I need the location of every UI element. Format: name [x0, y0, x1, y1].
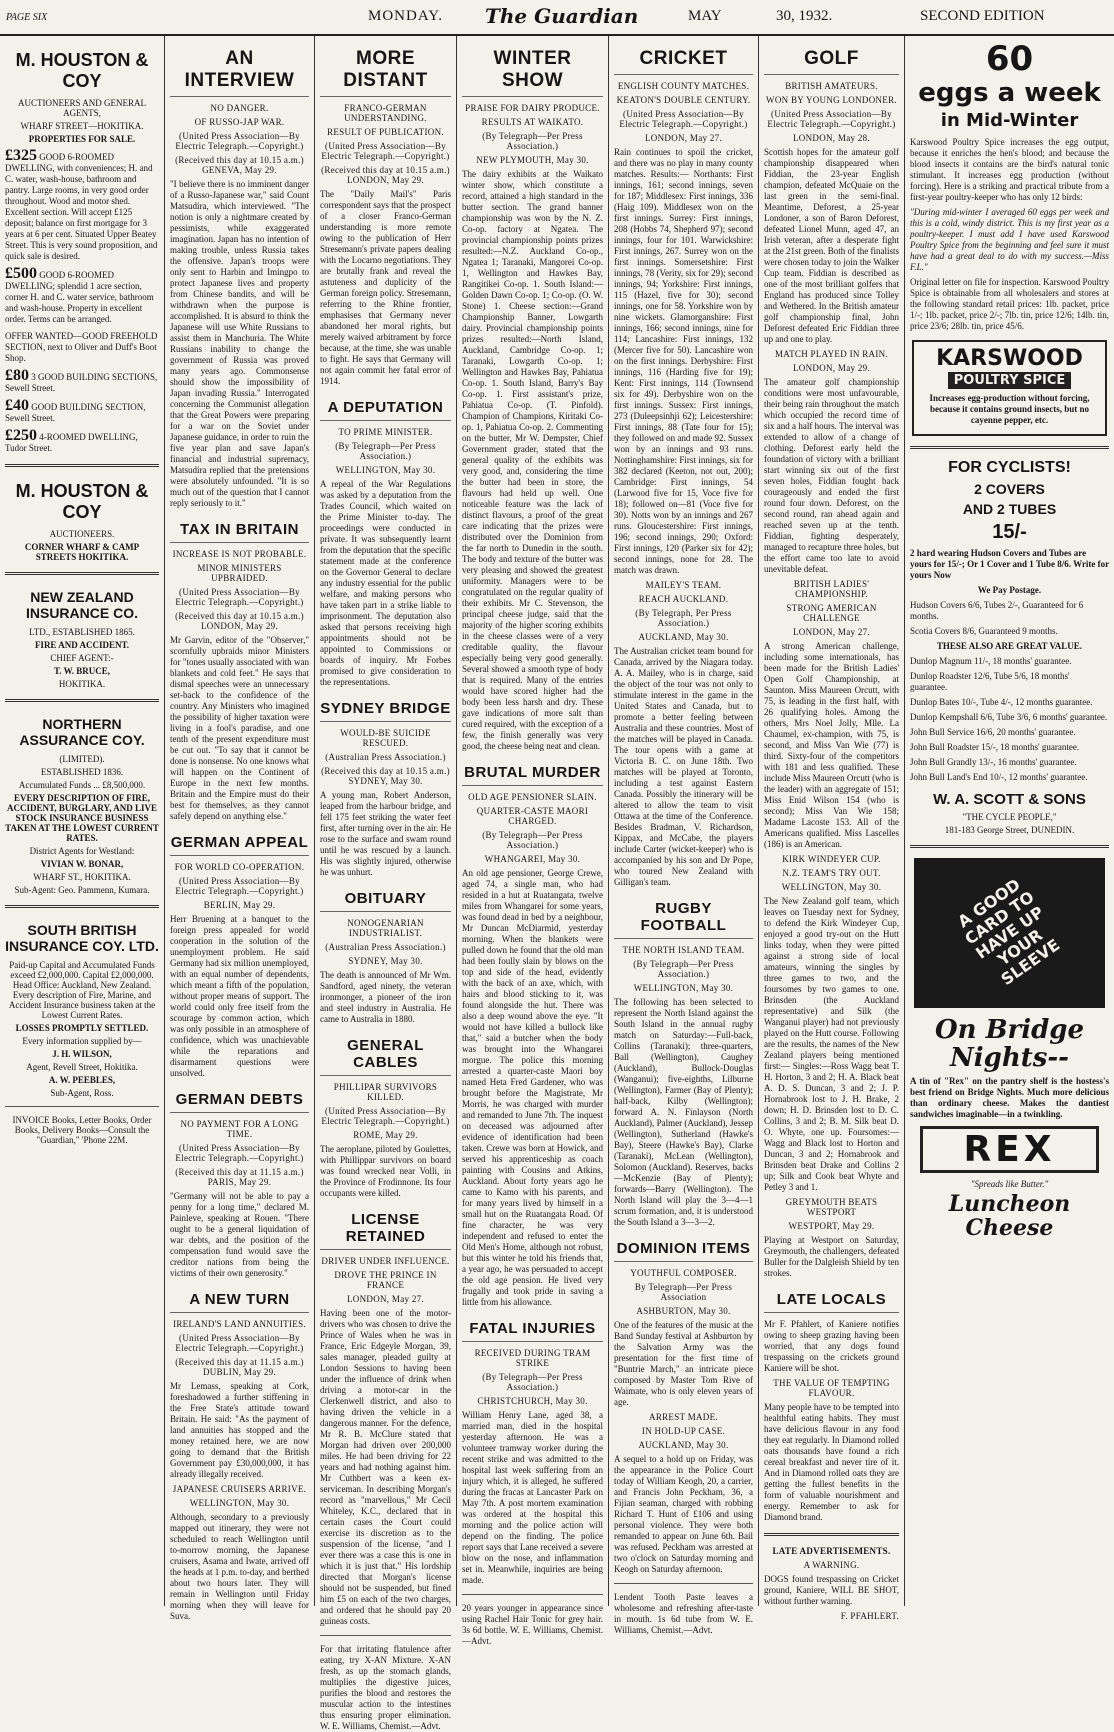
article-body: The dairy exhibits at the Waikato winter show, which constitute a record, attained a high standard in the butter section. The grand banner championship was won by the N. Z. Co-op. factory at Ngatea. The provincial championship points prizes resulted:—N.Z. Auckland Co-op., Ngatea 1; Taranaki, Mangorei Co-op. 1, Wellington and Hawkes Bay, Rangitikei Co-op. 1. South Island:—Golden Dawn Co-op. 1; Co-op. (O. W. Stone) 1. Cheese section:—Grand Championship Banner, Lowgarth dairy. Provincial championship points prizes resulted:—North Island, Auckland, Cambridge Co-op. 1; Taranaki, Lowgarth Co-op. 1; Wellington and Hawkes Bay, Pahiatua Co-op. 1. South Island, Barry's Bay Co-op. 1. First assistant's prize, Pahiatua Co-op. (T. Pinfold). Champion of Champions, Kiritaki Co-op. 1, Pahiatua Co-op. 2. Commenting on the butter, Mr W. Dempster, Chief Government grader, stated that the general quality of the exhibits was very good, and, considering the time the butter had been in store, the flavours had held up well. One noticeable feature was the lack of distinct flavours, a proof of the great care indicating that the prizes were distributed over the Dominion from the far north to Dunedin in the south. The body and texture of the butter was very pleasing and showed the greatest uniformity. Managers were to be congratulated on the regular quality of their exhibits. Mr C. Stevenson, the principal cheese judge, said that the majority of the higher scoring exhibits in the cheese classes were of a very creditable quality, the flavour especially being very good generally. Several showed a smooth type of body that is required. Many of the entries would have scored higher had the body been less harsh and dry. These gave indications of more salt than cured required, with the exception of a few, the finish generally was very good, the cheese being neat and clean. — [462, 169, 603, 751]
karswood-name: KARSWOOD — [936, 346, 1083, 371]
subheading: ENGLISH COUNTY MATCHES. — [617, 81, 750, 91]
dateline: LONDON, May 28. — [793, 133, 870, 143]
properties-heading: PROPERTIES FOR SALE. — [28, 134, 136, 144]
dateline: (Received this day at 10.15 a.m.) LONDON, May 29. — [175, 611, 304, 631]
divider — [5, 699, 159, 702]
subheading: RECEIVED DURING TRAM STRIKE — [474, 1348, 591, 1368]
article-body: The amateur golf championship conditions were most unfavourable, their being rain throughout the match which occupied the record time of six and a half hours. The interval was extended to allow of a change of clothing. Deforest early held the foundation of victory with a brilliant start winning six out of the first seven holes, Fiddian fought back courageously and ended the first round four down. Deforest, on the second round, ran ahead again and reached seven up at the tenth. Fiddian, fighting desperately, managed to recapture three holes, but the effort came too late to avoid unevitable defeat. — [764, 377, 899, 574]
credit-line: (By Telegraph—Per Press Association.) — [633, 959, 734, 979]
credit-line: (United Press Association—By Electric Telegraph.—Copyright.) — [767, 109, 896, 129]
subheading: THE VALUE OF TEMPTING FLAVOUR. — [773, 1378, 890, 1398]
cyclists-price: 15/- — [992, 521, 1027, 543]
property-5-text: GOOD BUILDING SECTION, Sewell Street. — [5, 402, 146, 423]
mid-winter: in Mid-Winter — [940, 110, 1079, 131]
warning-body: DOGS found trespassing on Cricket ground, Kaniere, WILL BE SHOT, without further warning. — [764, 1574, 899, 1606]
northern-vivian-place: WHARF ST., HOKITIKA. — [33, 872, 131, 882]
article-golf-heading: GOLF — [764, 48, 899, 75]
property-2-price: £500 — [5, 265, 37, 282]
advertisement-body: 20 years younger in appearance since using Rachel Hair Tonic for grey hair. 3s 6d bottle. W. E. Williams, Chemist.—Advt. — [462, 1603, 603, 1646]
subheading: PHILLIPAR SURVIVORS KILLED. — [333, 1082, 438, 1102]
article-body: William Henry Lane, aged 38, a married man, died in the hospital yesterday afternoon. He was a volunteer tramway worker during the recent strike and was admitted to the hospital last week suffering from an injury which, it is alleged, he suffered during the fracas at Lancaster Park on May 7th. A post mortem examination was ordered at the hospital this morning and the police action will depend on the finding. The police report says that Lane received a severe blow on the nose, and inflammation set in. Meanwhile, inquiries are being made. — [462, 1410, 603, 1585]
article-dominion-items-heading: DOMINION ITEMS — [614, 1240, 753, 1262]
price-hudson: Hudson Covers 6/6, Tubes 2/-, Guaranteed for 6 months. — [910, 600, 1084, 621]
divider — [5, 1106, 159, 1107]
south-british-wilson-place: Agent, Revell Street, Hokitika. — [26, 1062, 138, 1072]
dateline: WELLINGTON, May 30. — [335, 465, 436, 475]
divider — [764, 1533, 899, 1536]
article-body: Rain continues to spoil the cricket, and there was no play in many county matches. Results:— Northants: First innings, 161; second innings, seven for 187; Middlesex: First innings, 336 (Haig 109). Middlesex won on the first innings. Surrey: First innings, 208 (Hobbs 74, Shepherd 97); second innings, four for 101. Warwickshire: First innings, 267. Surrey won on the first innings. Somersetshire: First innings, 78 (Verity, six for 29); second innings, 94; Yorkshire: First innings, 115 (Hazel, five for 30); second innings, one for 58. Yorkshire won by nine wickets. Glamorganshire: First innings, 166; second innings, nine for 114; Lancashire: First innings, 132 (Mercer five for 50). Lancashire won on the first innings. Derbyshire: First innings, 116 (Harding five for 19); Kent: First innings, 114 (Townsend six for 49). Derbyshire won on the first innings. Sussex: First innings, 273 (Duleepsinhji 62); Leicestershire: First innings, 88 (Tate four for 15); they followed on and made 92. Sussex won by an innings and 93 runs. Nottinghamshire: First innings, six for 382 declared (Keeton, not out, 200); Cambridge: First innings, 54 (Larwood five for 15, Voce five for 18); followed on—81 (Voce five for 30). Notts won by an innings and 267 runs. Gloucestershire: First innings, 196; second innings, 290; Oxford: First innings, 120 (Parker six for 42); second innings, none for 28. The match was drawn. — [614, 147, 753, 575]
property-1 — [5, 147, 159, 262]
warning-heading: A WARNING. — [803, 1560, 860, 1570]
property-4-price: £80 — [5, 367, 29, 384]
masthead — [0, 0, 1114, 36]
rex-body: A tin of "Rex" on the pantry shelf is the hostess's best friend on Bridge Nights. Much more delicious than ordinary cheese. Makes the dantiest sandwiches imaginable—in a twinkling. — [910, 1076, 1109, 1119]
article-body: A strong American challenge, including some internationals, has been made for the British Ladies' Open Golf Championship, at Saunton. Miss Maureen Orcutt, with 75, is leading in the first half, with 26 qualifying holes. Among the others, Mrs Noel Jolly, Mlle. La Chaumel, ex-champion, with 75, is second, and Miss Van Wie (77) is third. Sixty-four of the competitors with 181 and less qualified. These include Miss Maureen Orcutt (who is the leader) with an aggregate of 151; Miss Enid Wilson 154 (who is second); Miss Van Wie 158; Madame Lacoste 153. All of the Americans qualified. Miss Lascelles (186) is an American. — [764, 641, 899, 849]
houston-auctioneers: AUCTIONEERS AND GENERAL AGENTS, — [18, 98, 146, 118]
subheading: NONOGENARIAN INDUSTRIALIST. — [347, 918, 424, 938]
article-body: Although, secondary to a previously mapped out itinerary, they were not scheduled to reach Wellington until to-morrow morning, the Japanese cruisers, Asama and Iwate, arrived off the heads at 1 p.m. to-day, and berthed about two hours later. They will remain in Wellington until Friday morning when they will leave for Suva. — [170, 1512, 309, 1621]
south-british-title: SOUTH BRITISH INSURANCE COY. LTD. — [5, 922, 159, 954]
subheading: FRANCO-GERMAN UNDERSTANDING. — [344, 103, 427, 123]
credit-line: (United Press Association—By Electric Telegraph.—Copyright.) — [175, 131, 304, 151]
column-6 — [759, 36, 905, 1621]
property-3: OFFER WANTED—GOOD FREEHOLD SECTION, next to Oliver and Duff's Boot Shop. — [5, 331, 158, 363]
subheading: ARREST MADE. — [649, 1412, 718, 1422]
article-body: The "Daily Mail's" Paris correspondent says that the prospect of a closer Franco-German understanding is more remote owing to the publication of Herr Stresemann's private papers dealing with the Locarno negotiations. They are brutally frank and reveal the astuteness and duplicity of the German foreign policy. Stresemann, referring to the Rhine frontier, emphasises that Germany never abandoned her moral rights, but merely waived arbitrament by force because, at the time, she was unable to fight. He says that Germany will not again commit her fatal error of 1914. — [320, 189, 451, 386]
dateline: BERLIN, May 29. — [203, 900, 276, 910]
credit-line: (Australian Press Association.) — [325, 942, 446, 952]
dateline: (Received this day at 10.15 a.m.) SYDNEY, May 30. — [321, 766, 450, 786]
article-body: The following has been selected to represent the North Island against the South Island in the annual rugby match on Saturday:—Full-back, Collins (Taranaki); three-quarters, Ball (Wellington), Caughey (Auckland), Bullock-Douglas (Wanganui); five-eighths, Lilburne (Wellington), Farmer (Bay of Plenty); half-back, Kilby (Wellington); forward A. N. Finlayson (North Auckland), Palmer (Auckland), Jessep (Wellington), Sutherland (Hawke's Bay), Steere (Hawke's Bay), Clarke (Taranaki), McLean (Wellington), Solomon (Auckland). Reserves, backs—McKenzie (Bay of Plenty); forwards—Barry (Wellington). The North Island will play the 3—4—1 scrum formation, and, it is understood the South Island a 3—3—2. — [614, 997, 753, 1227]
subheading: MATCH PLAYED IN RAIN. — [775, 349, 888, 359]
article-new-turn-heading: A NEW TURN — [170, 1291, 309, 1313]
houston2-corner: CORNER WHARF & CAMP STREETS HOKITIKA. — [24, 542, 140, 562]
dateline: AUCKLAND, May 30. — [638, 1440, 729, 1450]
subheading: DRIVER UNDER INFLUENCE. — [321, 1256, 450, 1266]
advertisement-body: Lendent Tooth Paste leaves a wholesome and refreshing after-taste in mouth. 1s 6d tube from W. E. Williams, Chemist.—Advt. — [614, 1592, 753, 1635]
column-7-adverts — [905, 36, 1114, 1606]
rex-spreads: "Spreads like Butter." — [970, 1179, 1049, 1189]
article-body: The aeroplane, piloted by Goulettes, with Phillippar survivors on board was found wrecked near Volli, in the Province of Frodinnone. Its four occupants were killed. — [320, 1144, 451, 1198]
nz-insurance-fire: FIRE AND ACCIDENT. — [34, 640, 130, 650]
subheading: REACH AUCKLAND. — [638, 594, 729, 604]
property-1-text: GOOD 6-ROOMED DWELLING, with conveniences; H. and C. water, wash-house, bathroom and pantry. Large rooms, in very good order throughout. Wood and motor shed. Excellent section. Will accept £125 deposit; balance on first mortgage for 3 years at 6 per cent. Situated Upper Beatey Street. This is very sound proposition, and quick sale is desired. — [5, 152, 158, 261]
south-british-wilson: J. H. WILSON, — [52, 1049, 112, 1059]
nz-insurance-bruce: T. W. BRUCE, — [53, 666, 111, 676]
karswood-testimonial: "During mid-winter I averaged 60 eggs per week and this is a cold, windy district. This is my first year as a poultry-keeper. I must add I have used Karswood Poultry Spice from the beginning and feel sure it must have had a great deal to do with my success.—Miss F.L." — [910, 207, 1109, 272]
subheading: PRAISE FOR DAIRY PRODUCE. — [465, 103, 600, 113]
subheading: MINOR MINISTERS UPBRAIDED. — [197, 563, 282, 583]
page-number: PAGE SIX — [6, 12, 48, 23]
karswood-logo — [912, 340, 1107, 436]
property-5-price: £40 — [5, 397, 29, 414]
article-body: A sequel to a hold up on Friday, was the appearance in the Police Court today of William Keogh, 20, a carrier, and Francis John Peckham, 36, a Fijian seaman, charged with robbing Richard T. Hunt of £106 and using personal violence. They were both remanded to appear on June 6th. Bail was refused. Peckham was arrested at two o'clock on Saturday morning and Keogh on Saturday afternoon. — [614, 1454, 753, 1574]
article-body: One of the features of the music at the Band Sunday festival at Ashburton by the Salvation Army was the presentation for the first time of "Buntrie March," an intricate piece composed by Master Tom Rive of Waimate, who is only eleven years of age. — [614, 1320, 753, 1407]
dateline: WHANGAREI, May 30. — [484, 854, 581, 864]
nz-insurance-chief: CHIEF AGENT:- — [50, 653, 114, 663]
price-dunlop-kempshall: Dunlop Kempshall 6/6, Tube 3/6, 6 months' guarantee. — [910, 712, 1108, 722]
northern-vivian: VIVIAN W. BONAR, — [40, 859, 124, 869]
scott-and-sons: W. A. SCOTT & SONS — [933, 791, 1086, 808]
subheading: TO PRIME MINISTER. — [338, 427, 433, 437]
scott-address: 181-183 George Street, DUNEDIN. — [944, 825, 1075, 835]
northern-ltd: (LIMITED). — [59, 754, 105, 764]
article-brutal-murder-heading: BRUTAL MURDER — [462, 764, 603, 786]
dateline: LONDON, May 27. — [347, 1294, 424, 1304]
article-body: "Germany will not be able to pay a penny for a long time," declared M. Painleve, speaking at Rouen. "There ought to be a general liquidation of war debts, and the position of the compensation fund would save the creditor nations from being the victims of their own generosity." — [170, 1191, 309, 1278]
houston2-title: M. HOUSTON & COY — [15, 481, 149, 522]
bridge-nights-title: On Bridge Nights-- — [934, 1015, 1085, 1073]
column-2 — [165, 36, 315, 1621]
late-advertisements-heading: LATE ADVERTISEMENTS. — [772, 1546, 891, 1556]
property-6 — [5, 427, 159, 454]
subheading: JAPANESE CRUISERS ARRIVE. — [172, 1484, 307, 1494]
karswood-tagline: Increases egg-production without forcing, because it contains ground insects, but no cayenne pepper, etc. — [929, 393, 1090, 425]
masthead-edition: SECOND EDITION — [920, 8, 1045, 24]
south-british-peebles: A. W. PEEBLES, — [48, 1075, 116, 1085]
karswood-promo — [910, 39, 1109, 131]
credit-line: (United Press Association—By Electric Telegraph.—Copyright.) — [321, 141, 450, 161]
divider — [5, 572, 159, 575]
houston-title: M. HOUSTON & COY — [15, 50, 149, 91]
article-body: Mr Lemass, speaking at Cork, foreshadowed a further stiffening in the Free State's attitude toward Britain. He said: "As the payment of land annuities has stopped and the money retained here, we are now going to demand that the British Government pay £30,000,000, it has already illegally received. — [170, 1381, 309, 1479]
subheading: THE NORTH ISLAND TEAM. — [622, 945, 745, 955]
article-an-interview-heading: AN INTERVIEW — [170, 48, 309, 97]
article-german-appeal-heading: GERMAN APPEAL — [170, 834, 309, 856]
great-value: THESE ALSO ARE GREAT VALUE. — [936, 641, 1083, 651]
houston2-sub: AUCTIONEERS. — [49, 529, 115, 539]
luncheon-title: Luncheon — [948, 1191, 1071, 1217]
dateline: WESTPORT, May 29. — [788, 1221, 875, 1231]
credit-line: (United Press Association—By Electric Telegraph.—Copyright.) — [175, 876, 304, 896]
credit-line: (United Press Association—By Electric Telegraph.—Copyright.) — [619, 109, 748, 129]
article-body: A young man, Robert Anderson, leaped from the harbour bridge, and fell 175 feet striking the water feet first, after turning over in the air. He rose to the surface and swam round until he was rescued by a launch. His was slightly injured, otherwise he was unhurt. — [320, 790, 451, 877]
article-body: The Australian cricket team bound for Canada, arrived by the Niagara today. A. A. Mailey, who is in charge, said the object of the tour was not only to stimulate interest in the game in the United States and Canada, but to promote a better feeling between Australia and these countries. Most of the matches will be played in Canada. The tour opens with a game at Victoria B. C. on June 18th. Two matches will be played at Toronto, including a test against Eastern Canada. Possibly the itinerary will be altered to allow the team to visit Ottawa at the time of the Conference. Besides Bradman, V. Richardson, Kippax, and McCabe, the players include Carter (wicket-keeper) who is accompanied by his son and Dr Pope, who toured New Zealand with Gilligan's team. — [614, 646, 753, 887]
divider — [462, 1594, 603, 1595]
column-1-adverts — [0, 36, 165, 1606]
article-cricket-heading: CRICKET — [614, 48, 753, 75]
article-license-heading: LICENSE RETAINED — [320, 1211, 451, 1250]
subheading: RESULT OF PUBLICATION. — [327, 127, 444, 137]
article-body: An old age pensioner, George Crewe, aged 74, a single man, who had resided in a hut at Ruatangata, twelve miles from Whangarei for some years, was found dead in bed by a neighbour, Mr Duncan McDiarmid, yesterday morning. When the blankets were pulled down he found that the old man had been foully slain by blows on the top and side of the head, evidently with the back of an axe, which, with hairs and blood sticking to it, was found alongside the hut. There was also a deep wound above the eye. "It would not have killed a bullock like that," said a butcher when the body was brought into the Whangarei morgue. The police this morning arrested a quarter-caste Maori boy named Heta Fred Gardener, who was brought before the Magistrate, Mr Morris, he was charged with murder and remanded to June 7th. The inquest on deceased was adjourned after evidence of identification had been taken. Crewe was born at Howick, and served his apprenticeship as coach painting with Cousins and Atkins, Auckland. About forty years ago he came to Kamo with his parents, and for many years lived by himself in a small hut on the Ruatangata Road. Of fine character, he was very independent and refused to enter the Old Men's Home, although not robust, but this winter he told his friends that, a year ago, he was persuaded to accept the old age pension. He lived very frugally and took pride in saving a little from his allowance. — [462, 868, 603, 1307]
article-body: Mr F. Pfahlert, of Kaniere notifies owing to sheep grazing having been worried, that any dogs found trespassing on the crickets ground Kaniere will be shot. — [764, 1319, 899, 1373]
divider — [5, 905, 159, 908]
property-2 — [5, 265, 159, 325]
credit-line: (United Press Association—By Electric Telegraph.—Copyright.) — [175, 1143, 304, 1163]
article-sydney-bridge-heading: SYDNEY BRIDGE — [320, 700, 451, 722]
divider — [910, 446, 1109, 449]
south-british-info: Every information supplied by— — [22, 1036, 142, 1046]
subheading: OLD AGE PENSIONER SLAIN. — [468, 792, 597, 802]
south-british-paid: Paid-up Capital and Accumulated Funds exceed £2,000,000. Capital £2,000,000. Head Office: Auckland, New Zealand. Every description of Fire, Marine, and Accident Insurance business taken at the Lowest Current Rates. — [8, 960, 156, 1020]
article-obituary-heading: OBITUARY — [320, 890, 451, 912]
property-4 — [5, 367, 159, 394]
credit-line: (By Telegraph—Per Press Association.) — [335, 441, 436, 461]
subheading: NO DANGER. — [210, 103, 269, 113]
article-late-locals-heading: LATE LOCALS — [764, 1291, 899, 1313]
northern-funds: Accumulated Funds ... £8,500,000. — [18, 780, 146, 790]
article-body: Herr Bruening at a banquet to the foreign press appealed for world cooperation in the solution of the unemployment problem. He said Germany had six million unemployed, with an equal number of dependents, which meant a fifth of the population, without proper means of support. The world could only free itself from the scourage by common action, which was only possible in an atmosphere of confidence, which was unachievable while the reparations and disarmament questions were unsolved. — [170, 914, 309, 1078]
article-fatal-injuries-heading: FATAL INJURIES — [462, 1320, 603, 1342]
subheading: INCREASE IS NOT PROBABLE. — [172, 549, 307, 559]
dateline: AUCKLAND, May 30. — [638, 632, 729, 642]
we-pay-postage: We Pay Postage. — [977, 585, 1042, 595]
nz-insurance-bruce-place: HOKITIKA. — [58, 679, 106, 689]
dateline: WELLINGTON, May 30. — [781, 882, 882, 892]
price-dunlop-bates: Dunlop Bates 10/-, Tube 4/-, 12 months guarantee. — [910, 697, 1093, 707]
subheading: BRITISH LADIES' CHAMPIONSHIP. — [793, 579, 870, 599]
article-winter-show-heading: WINTER SHOW — [462, 48, 603, 97]
subheading: WON BY YOUNG LONDONER. — [766, 95, 897, 105]
article-body: The death is announced of Mr Wm. Sandford, aged ninety, the veteran ironmonger, a pioneer of the iron and steel industry in Australia. He came to Australia in 1880. — [320, 970, 451, 1024]
masthead-title: The Guardian — [485, 4, 639, 28]
credit-line: (United Press Association—By Electric Telegraph.—Copyright.) — [321, 1106, 450, 1126]
northern-every: EVERY DESCRIPTION OF FIRE, ACCIDENT, BURGLARY, AND LIVE STOCK INSURANCE BUSINESS TAKEN AT THE LOWEST CURRENT RATES. — [5, 793, 159, 843]
property-6-price: £250 — [5, 427, 37, 444]
dateline: LONDON, May 29. — [793, 363, 870, 373]
dateline: LONDON, May 27. — [793, 627, 870, 637]
article-more-distant-heading: MORE DISTANT — [320, 48, 451, 97]
article-tax-heading: TAX IN BRITAIN — [170, 521, 309, 543]
rex-logo: REX — [920, 1126, 1099, 1173]
column-5 — [609, 36, 759, 1635]
playing-card-illustration — [914, 858, 1105, 1008]
dateline: WELLINGTON, May 30. — [633, 983, 734, 993]
dateline: (Received this day at 11.15 a.m.) DUBLIN, May 29. — [175, 1357, 304, 1377]
price-john-bull-roadster: John Bull Roadster 15/-, 18 months' guarantee. — [910, 742, 1080, 752]
nz-insurance-title: NEW ZEALAND INSURANCE CO. — [25, 589, 138, 621]
credit-line: (United Press Association—By Electric Telegraph.—Copyright.) — [175, 1333, 304, 1353]
article-general-cables-heading: GENERAL CABLES — [320, 1037, 451, 1076]
cheese-title: Cheese — [965, 1215, 1054, 1241]
credit-line: (United Press Association—By Electric Telegraph.—Copyright.) — [175, 587, 304, 607]
eggs-a-week: eggs a week — [918, 78, 1101, 108]
article-deputation-heading: A DEPUTATION — [320, 399, 451, 421]
cyclists-2covers: 2 COVERS — [974, 481, 1045, 497]
article-rugby-heading: RUGBY FOOTBALL — [614, 900, 753, 939]
property-1-price: £325 — [5, 147, 37, 164]
dateline: (Received this day at 10.15 a.m.) GENEVA, May 29. — [175, 155, 304, 175]
article-german-debts-heading: GERMAN DEBTS — [170, 1091, 309, 1113]
subheading: KIRK WINDEYER CUP. — [782, 854, 881, 864]
subheading: RESULTS AT WAIKATO. — [481, 117, 584, 127]
dateline: SYDNEY, May 30. — [348, 956, 423, 966]
article-body: Having been one of the motor-drivers who was chosen to drive the Prince of Wales when he was in France, Eric Edgeyle Morgan, 39, sales manager, pleaded guilty at London Sessions to having been under the influence of drink when driving a motor-car in the Clerkenwell district, and also to having driven the vehicle in a dangerous manner. For the defence, Mr R. B. McClure stated that Morgan had driven over 200,000 miles. He had been driving for 22 years and had nothing against him. Mr Cuthbert was a keen ex-serviceman. In describing Morgan's record as "marvellous," Mr Cecil Whiteley, K.C., declared that in certain cases the Court could exercise its discretion as to the suspension of the license, "and I ever there was a case this is one in which it is just that." His lordship directed that Morgan's license should not be suspended, but fined him £5 on each of the two charges, and ordered that he should pay 20 guineas costs. — [320, 1308, 451, 1626]
dateline: CHRISTCHURCH, May 30. — [477, 1396, 588, 1406]
karswood-prices: Original letter on file for inspection. Karswood Poultry Spice is obtainable from all wholesalers and stores at the following standard retail prices: 1lb. packet, price 1/-; 1lb. packet, price 2/-; 7lb. tin, price 12/6; 14lb. tin, price 23/6; 28lb. tin, price 45/6. — [910, 277, 1109, 331]
masthead-month: MAY — [688, 8, 722, 24]
advertisement-body: For that irritating flatulence after eating, try X-AN Mixture. X-AN fresh, as up the stomach glands, multiplies the digestive juices, purifies the blood and restores the muscular action to the intestines thus ensuring proper elimination. W. E. Williams, Chemist.—Advt. — [320, 1644, 451, 1731]
article-body: Many people have to be tempted into healthful eating habits. They must have delicious flavour in any food they eat regularly. In Diamond rolled oats thousands have found a rich cereal breakfast and never tire of it. And in Diamond rolled oats they are getting the fullest benefits in the form of valuable nourishment and energy. Remember to ask for Diamond brand. — [764, 1402, 899, 1522]
dateline: NEW PLYMOUTH, May 30. — [476, 155, 589, 165]
article-body: Mr Garvin, editor of the "Observer," scornfully upbraids minor Ministers for "tones usually associated with wan blankets and cold feet." He says that dismal speeches were an unnecessary set-back to the confidence of the country. Any Ministers who imagined the possibility of higher taxation were living in a fool's paradise, and one tenth of the present expenditure must be cut out. "To say that it cannot be done is nonsense. No one knows what will happen on the Continent of Europe in the next few months. Britain and the Empire must do their best for themselves, as they cannot safely depend on anything else." — [170, 635, 309, 821]
property-5 — [5, 397, 159, 424]
price-dunlop-magnum: Dunlop Magnum 11/-, 18 months' guarantee. — [910, 656, 1072, 666]
northern-est: ESTABLISHED 1836. — [40, 767, 124, 777]
cyclists-2tubes: AND 2 TUBES — [962, 501, 1057, 517]
subheading: STRONG AMERICAN CHALLENGE — [786, 603, 877, 623]
credit-line: (By Telegraph—Per Press Association.) — [482, 1372, 583, 1392]
subheading: MAILEY'S TEAM. — [645, 580, 722, 590]
price-john-bull-grandly: John Bull Grandly 13/-, 16 months' guarantee. — [910, 757, 1077, 767]
card-slogan: A GOOD CARD TO HAVE UP YOUR SLEEVE — [953, 874, 1063, 990]
subheading: BRITISH AMATEURS. — [785, 81, 878, 91]
karswood-spice: POULTRY SPICE — [948, 372, 1072, 389]
cycle-people: "THE CYCLE PEOPLE," — [962, 812, 1057, 822]
subheading: DROVE THE PRINCE IN FRANCE — [334, 1270, 437, 1290]
houston-wharf: WHARF STREET—HOKITIKA. — [20, 121, 144, 131]
price-scotia: Scotia Covers 8/6, Guaranteed 9 months. — [910, 626, 1058, 636]
nz-insurance-est: LTD., ESTABLISHED 1865. — [29, 627, 135, 637]
subheading: FOR WORLD CO-OPERATION. — [174, 862, 305, 872]
eggs-60: 60 — [985, 39, 1034, 79]
column-3 — [315, 36, 457, 1731]
article-body: Playing at Westport on Saturday, Greymouth, the challengers, defeated Buller for the Dalgleish Shield by ten strokes. — [764, 1235, 899, 1278]
subheading: NO PAYMENT FOR A LONG TIME. — [180, 1119, 299, 1139]
masthead-date: 30, 1932. — [776, 8, 833, 24]
karswood-body: Karswood Poultry Spice increases the egg output, because it enriches the hen's blood; and because the blood insects it contains are the bird's natural tonic stimulant. It increases egg production (without forcing). Here is a striking and practical tribute from a first-year poultry-keeper who has only 12 birds: — [910, 137, 1109, 202]
subheading: KEATON'S DOUBLE CENTURY. — [616, 95, 751, 105]
masthead-day: MONDAY. — [368, 8, 443, 24]
credit-line: By Telegraph—Per Press Association — [634, 1282, 733, 1302]
subheading: WOULD-BE SUICIDE RESCUED. — [340, 728, 431, 748]
divider — [910, 845, 1109, 848]
cyclists-offer: 2 hard wearing Hudson Covers and Tubes are yours for 15/-; Or 1 Cover and 1 Tube 8/6. Write for yours Now — [910, 548, 1110, 580]
credit-line: (By Telegraph—Per Press Association.) — [482, 830, 583, 850]
dateline: ASHBURTON, May 30. — [636, 1306, 731, 1316]
dateline: (Received this day at 10.15 a.m.) LONDON, May 29. — [321, 165, 450, 185]
dateline: LONDON, May 27. — [645, 133, 722, 143]
subheading: OF RUSSO-JAP WAR. — [194, 117, 285, 127]
south-british-losses: LOSSES PROMPTLY SETTLED. — [15, 1023, 149, 1033]
invoice-books-ad: INVOICE Books, Letter Books, Order Books, Delivery Books—Consult the "Guardian," 'Phone 22M. — [12, 1115, 152, 1145]
credit-line: (Australian Press Association.) — [325, 752, 446, 762]
subheading: QUARTER-CASTE MAORI CHARGED. — [476, 806, 589, 826]
article-body: The New Zealand golf team, which leaves on Tuesday next for Sydney, to defend the Kirk Windeyer Cup, enjoyed a good try-out on the Hutt links today, when they were pitted against a strong side of local amateurs, winning the singles by three games to two, and the foursomes by two games to one. Brinsden (the Auckland representative) and Silk (the Wanganui player) had not previously played on the Hutt course. Following are the results, the names of the New Zealand players being mentioned first:— Singles:—Ross Wagg beat T. H. Horton, 3 and 2; H. A. Black beat A. D. S. Duncan, 3 and 2; J. P. Hornabrook lost to J. H. Brake, 2 down; H. D. Brinsden lost to D. C. Collins, 3 and 2; B. M. Silk beat D. O. Whyte, one up. Foursomes:—Wagg and Black lost to Horton and Duncan, 3 and 2; Hornabrook and Brinsden beat Drake and Collins 2 up; Silk and Cook beat Whyte and Petley 3 and 1. — [764, 896, 899, 1192]
property-4-text: 3 GOOD BUILDING SECTIONS, Sewell Street. — [5, 372, 158, 393]
northern-subagent: Sub-Agent: Geo. Pammenn, Kumara. — [14, 885, 150, 895]
price-dunlop-roadster: Dunlop Roadster 12/6, Tube 5/6, 18 months' guarantee. — [910, 671, 1070, 692]
subheading: IN HOLD-UP CASE. — [641, 1426, 726, 1436]
subheading: N.Z. TEAM'S TRY OUT. — [782, 868, 881, 878]
subheading: GREYMOUTH BEATS WESTPORT — [785, 1197, 878, 1217]
price-john-bull-lands-end: John Bull Land's End 10/-, 12 months' guarantee. — [910, 772, 1088, 782]
south-british-peebles-place: Sub-Agent, Ross. — [50, 1088, 114, 1098]
article-body: "I believe there is no imminent danger of a Russo-Japanese war," said Count Matsudira, which interviewed. "The notion is only a nightmare created by pessimists, while exaggerated imagination. Japan has no intention of making trouble, unless Russia takes the offensive. Japan's troops were only sent to Harbin and Imingpo to protect Japanese lives and property from Chinese bandits, and will be withdrawn when the purpose is accomplished. It is absurd to think the Japanese will use White Russians to assist them in Manchuria. The White Russians inability to change the government of Russia was proved many years ago. Commonsense should show the impossibility of Japan invading Russia." Interrogated concerning the Communist allegation that the Great Powers were preparing for a war on the Soviet under Japanese guidance, in order to ruin the five year plan and save Japan's financial and industrial supremacy, Matsudira replied that the pretensions were absolutely unfounded. "It is so much out of the question that I cannot reply seriously to it." — [170, 179, 309, 508]
dateline: ROME, May 29. — [353, 1130, 418, 1140]
article-body: Scottish hopes for the amateur golf championship disappeared when Fiddian, the 23-year English champion, defeated McQuaie on the last green in the semi-final. Meantime, Deforest, a 25-year Londoner, a son of Baron Deforest, defeated Lionel Munn, aged 47, an Irish veteran, after a desperate fight at the 21st green. Both of the finalists were chosen today to join the Walker Cup team. Fiddian is described as one of the most brilliant golfers that England has produced since Tolley and Wethered. In the British amateur golf championship final, John Deforest defeated Eric Fiddian three up and one to play. — [764, 147, 899, 344]
subheading: IRELAND'S LAND ANNUITIES. — [173, 1319, 306, 1329]
northern-title: NORTHERN ASSURANCE COY. — [19, 716, 145, 748]
credit-line: (By Telegraph—Per Press Association.) — [482, 131, 583, 151]
price-john-bull-service: John Bull Service 16/6, 20 months' guarantee. — [910, 727, 1076, 737]
credit-line: (By Telegraph, Per Press Association.) — [635, 608, 732, 628]
divider — [320, 1635, 451, 1636]
dateline: WELLINGTON, May 30. — [189, 1498, 290, 1508]
article-body: A repeal of the War Regulations was asked by a deputation from the Trades Council, which waited on the Prime Minister to-day. The proceedings were conducted in private. It was subsequently learnt from the deputation that the specific statement made at the conference on the Governor General to declare any industry essential for the public welfare, and making persons who have taken part in a strike liable to imprisonment. The deputation also asked that persons receiving high appointments should not be appointed to Commissions or boards of inquiry. Mr Forbes promised to give consideration to the representations. — [320, 479, 451, 687]
dateline: (Received this day at 11.15 a.m.) PARIS, May 29. — [175, 1167, 304, 1187]
property-2-text: GOOD 6-ROOMED DWELLING; splendid 1 acre section, corner H. and C. water service, bathroom and wash-house. Property in excellent order. Terms can be arranged. — [5, 270, 154, 324]
subheading: YOUTHFUL COMPOSER. — [630, 1268, 737, 1278]
column-4 — [457, 36, 609, 1646]
divider — [5, 464, 159, 467]
divider — [614, 1583, 753, 1584]
cyclists-title: FOR CYCLISTS! — [948, 459, 1071, 476]
warning-signature: F. PFAHLERT. — [840, 1611, 899, 1621]
northern-district: District Agents for Westland: — [29, 846, 135, 856]
property-6-text: 4-ROOMED DWELLING, Tudor Street. — [5, 432, 138, 453]
